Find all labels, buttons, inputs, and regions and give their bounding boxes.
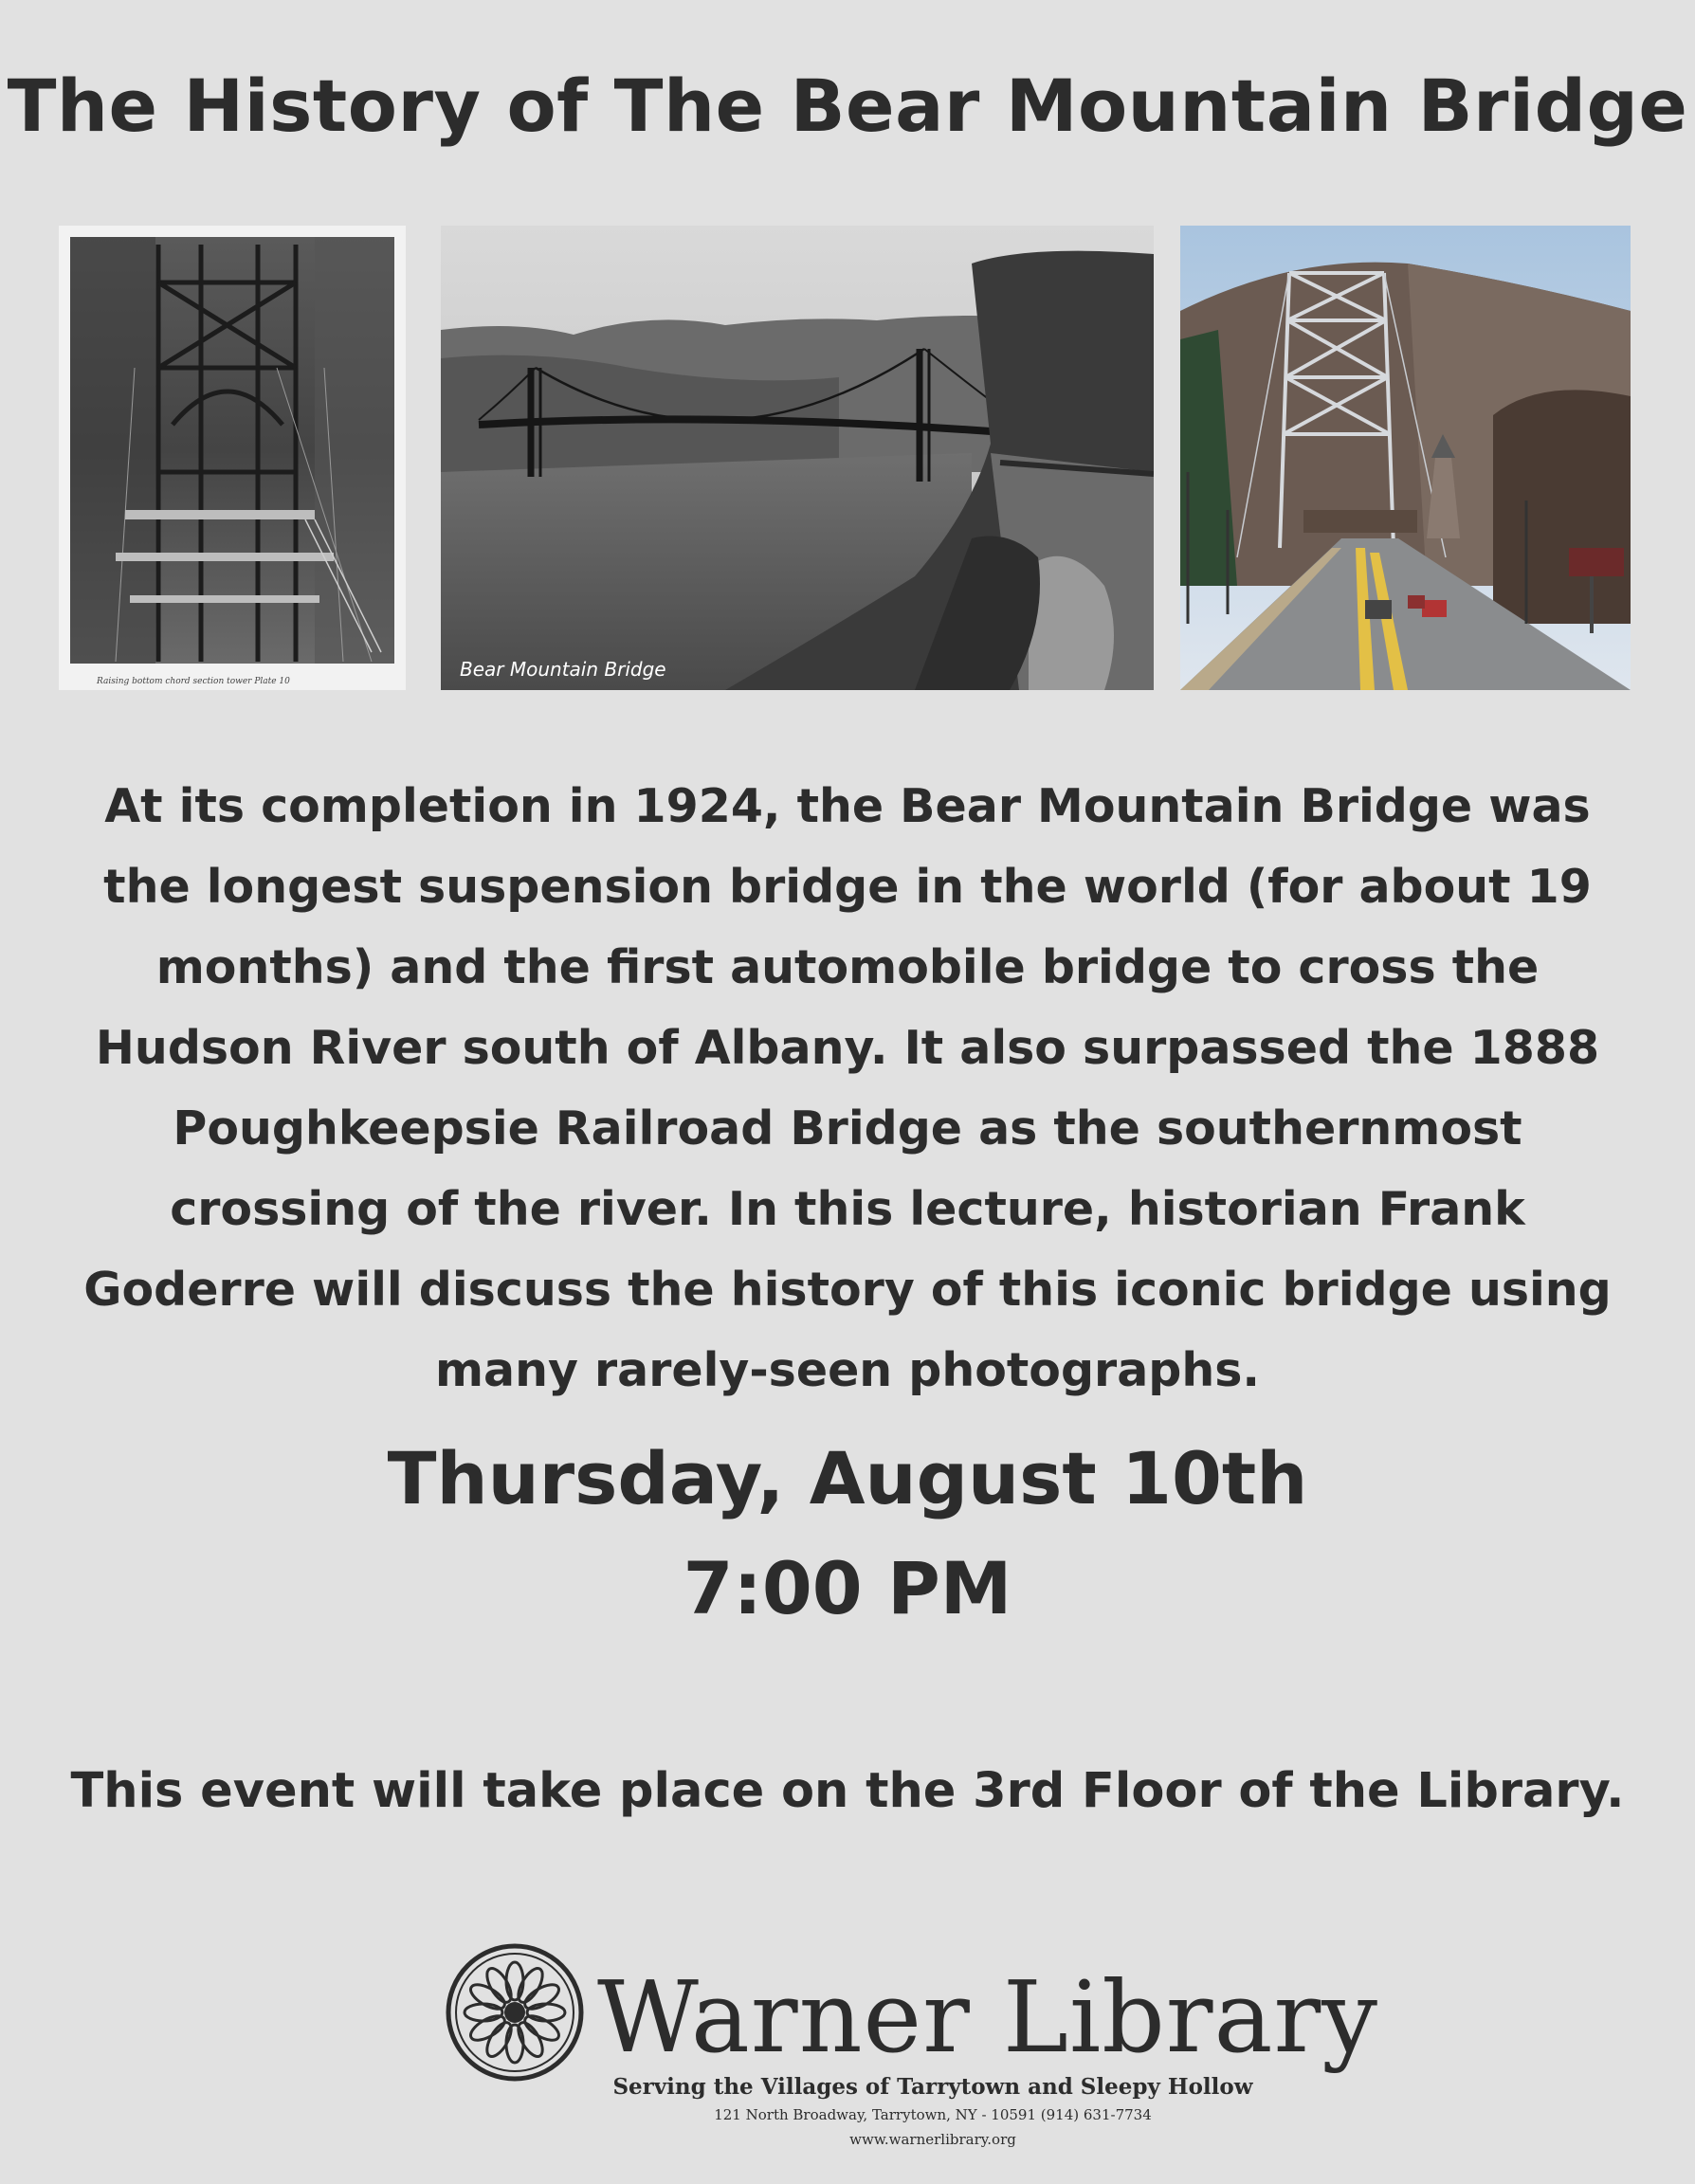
library-website[interactable]: www.warnerlibrary.org [849,2131,1016,2148]
page-title: The History of The Bear Mountain Bridge [7,64,1688,148]
event-location: This event will take place on the 3rd Floor of the Library. [70,1763,1625,1819]
event-date: Thursday, August 10th [387,1436,1308,1520]
construction-photo [59,226,406,690]
library-tagline: Serving the Villages of Tarrytown and Sleepy Hollow [612,2074,1253,2100]
event-description: At its completion in 1924, the Bear Mountain Bridge was the longest suspension bridge in the world (for about 19 months) and the first automobile bridge to cross the Hudson River south of Albany. It also surpassed the 1888 Poughkeepsie Railroad Bridge as the southernmost crossing of the river. In this lecture, historian Frank Goderre will discuss the history of this iconic bridge using many rarely-seen photographs. [83,779,1612,1397]
event-time: 7:00 PM [683,1546,1012,1630]
library-logo-icon [446,1943,584,2082]
library-address: 121 North Broadway, Tarrytown, NY - 10591 (914) 631-7734 [714,2106,1152,2123]
modern-bridge-photo [1180,226,1631,690]
postcard-caption: Bear Mountain Bridge [460,658,666,681]
library-name: Warner Library [597,1959,1378,2075]
construction-caption: Raising bottom chord section tower Plate 10 [97,677,290,686]
postcard-photo [441,226,1154,690]
